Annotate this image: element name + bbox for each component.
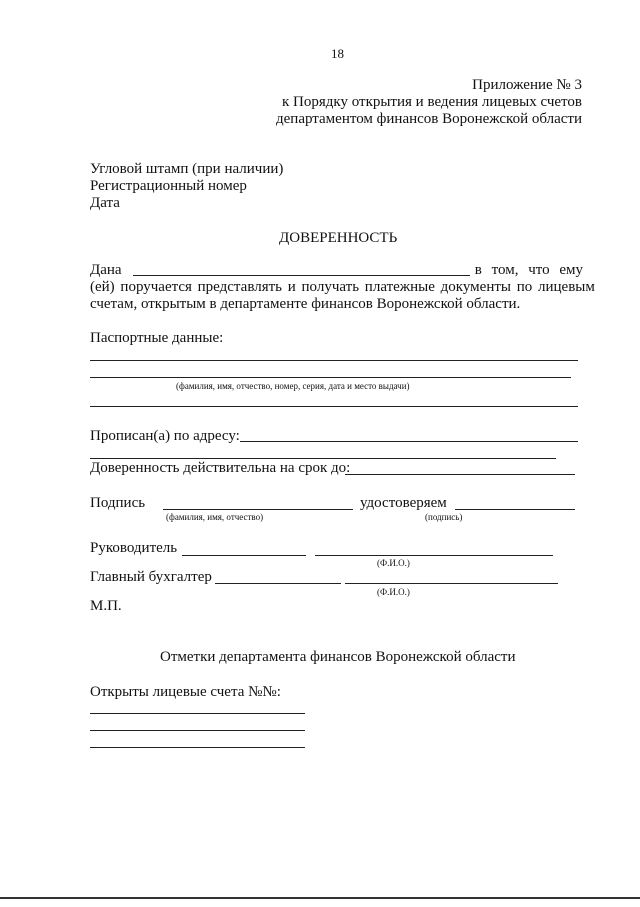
signature-name-hint: (фамилия, имя, отчество) bbox=[166, 512, 264, 522]
page-number: 18 bbox=[331, 46, 344, 61]
head-label: Руководитель bbox=[90, 540, 178, 556]
signature-label: Подпись bbox=[90, 495, 146, 511]
head-name-hint: (Ф.И.О.) bbox=[377, 558, 410, 568]
date-label: Дата bbox=[90, 195, 120, 211]
registration-number-label: Регистрационный номер bbox=[90, 178, 247, 194]
account-blank-line-1 bbox=[90, 713, 305, 714]
appendix-line-3: департаментом финансов Воронежской области bbox=[276, 111, 582, 127]
passport-blank-line-3 bbox=[90, 406, 578, 407]
appendix-line-2: к Порядку открытия и ведения лицевых счетов bbox=[281, 94, 582, 110]
given-label: Дана bbox=[90, 262, 122, 278]
head-sign-line bbox=[182, 555, 306, 556]
accountant-label: Главный бухгалтер bbox=[90, 569, 212, 585]
account-blank-line-3 bbox=[90, 747, 305, 748]
address-label: Прописан(а) по адресу: bbox=[90, 428, 240, 444]
accounts-opened-label: Открыты лицевые счета №№: bbox=[90, 684, 281, 700]
page-bottom-edge bbox=[0, 897, 640, 907]
signature-blank-line bbox=[163, 509, 353, 510]
seal-label: М.П. bbox=[90, 598, 122, 614]
passport-hint: (фамилия, имя, отчество, номер, серия, дата и место выдачи) bbox=[176, 381, 410, 391]
address-blank-line-2 bbox=[90, 458, 556, 459]
corner-stamp-label: Угловой штамп (при наличии) bbox=[90, 161, 284, 177]
passport-data-label: Паспортные данные: bbox=[90, 330, 224, 346]
body-line-3: счетам, открытым в департаменте финансов Воронежской области. bbox=[90, 296, 521, 312]
accountant-name-line bbox=[345, 583, 558, 584]
certify-label: удостоверяем bbox=[360, 495, 447, 511]
passport-blank-line-2 bbox=[90, 377, 571, 378]
head-name-line bbox=[315, 555, 553, 556]
appendix-line-1: Приложение № 3 bbox=[472, 77, 582, 93]
department-marks-title: Отметки департамента финансов Воронежской области bbox=[160, 649, 516, 665]
accountant-name-hint: (Ф.И.О.) bbox=[377, 587, 410, 597]
document-title: ДОВЕРЕННОСТЬ bbox=[279, 230, 398, 246]
in-that-text: в том, что ему bbox=[474, 262, 583, 278]
certify-blank-line bbox=[455, 509, 575, 510]
certify-sign-hint: (подпись) bbox=[425, 512, 463, 522]
passport-blank-line-1 bbox=[90, 360, 578, 361]
grantor-blank-line bbox=[133, 275, 470, 276]
account-blank-line-2 bbox=[90, 730, 305, 731]
address-blank-line-1 bbox=[240, 441, 578, 442]
validity-label: Доверенность действительна на срок до: bbox=[90, 460, 351, 476]
body-line-2: (ей) поручается представлять и получать платежные документы по лицевым bbox=[90, 279, 595, 295]
accountant-sign-line bbox=[215, 583, 341, 584]
validity-blank-line bbox=[345, 474, 575, 475]
